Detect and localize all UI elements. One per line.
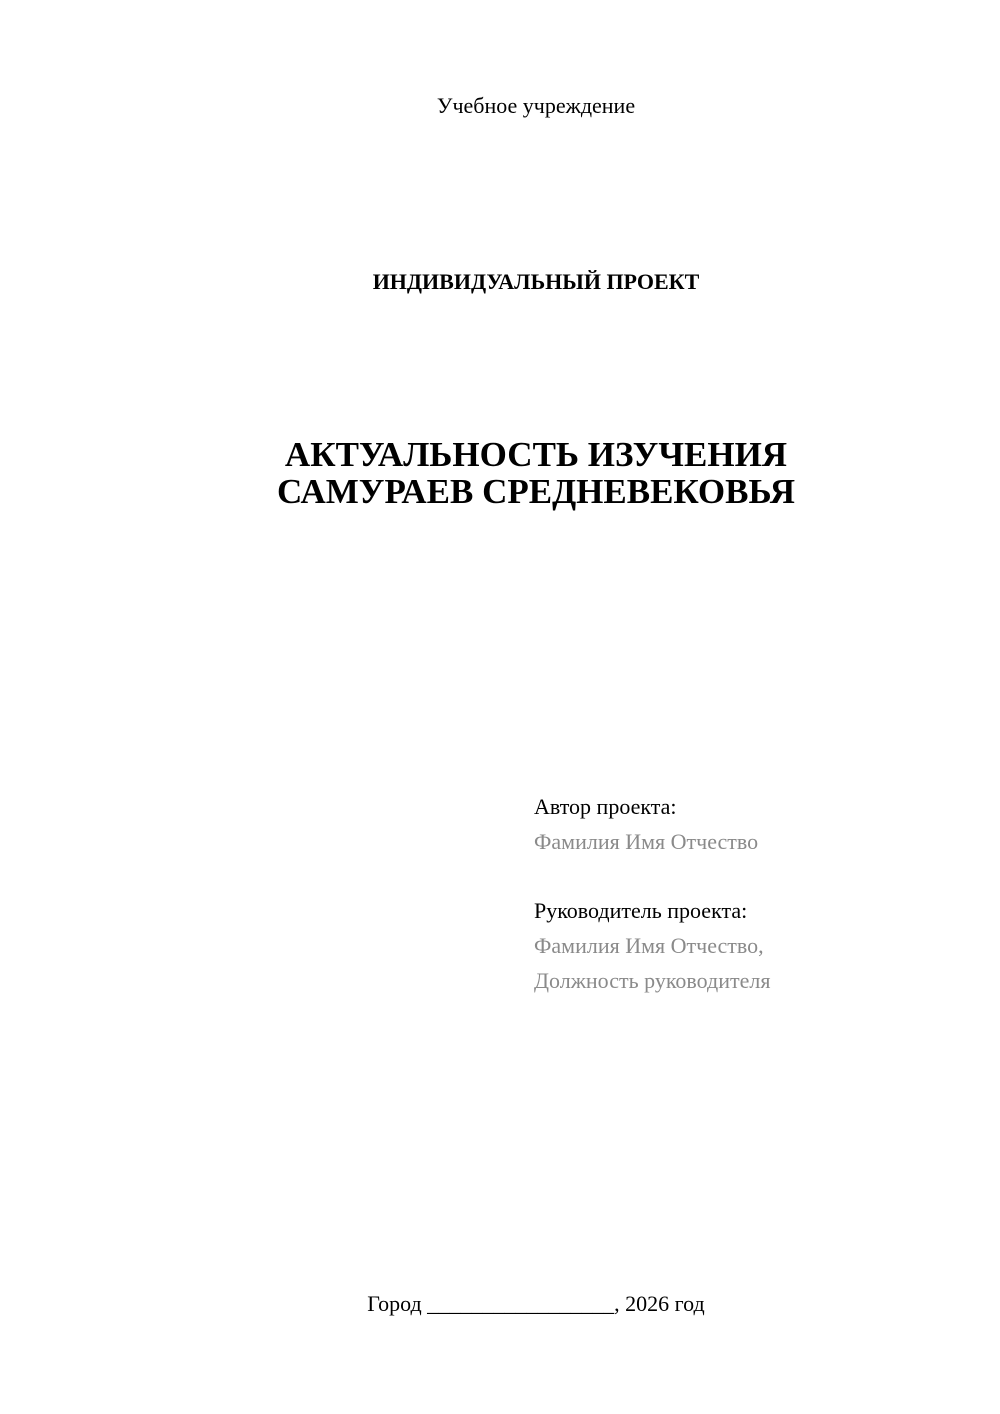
project-title — [0, 436, 1000, 510]
project-title-line-2: САМУРАЕВ СРЕДНЕВЕКОВЬЯ — [276, 472, 796, 511]
signature-block — [534, 789, 974, 998]
author-label: Автор проекта: — [534, 794, 677, 819]
document-type: ИНДИВИДУАЛЬНЫЙ ПРОЕКТ — [372, 269, 700, 294]
supervisor-label: Руководитель проекта: — [534, 898, 748, 923]
project-title-line-1: АКТУАЛЬНОСТЬ ИЗУЧЕНИЯ — [284, 435, 788, 474]
supervisor-position: Должность руководителя — [534, 968, 771, 993]
signature-spacer — [534, 859, 974, 893]
institution-name: Учебное учреждение — [436, 93, 636, 118]
author-name: Фамилия Имя Отчество — [534, 829, 759, 854]
supervisor-name: Фамилия Имя Отчество, — [534, 933, 764, 958]
city-year-footer: Город _________________, 2026 год — [367, 1291, 705, 1316]
